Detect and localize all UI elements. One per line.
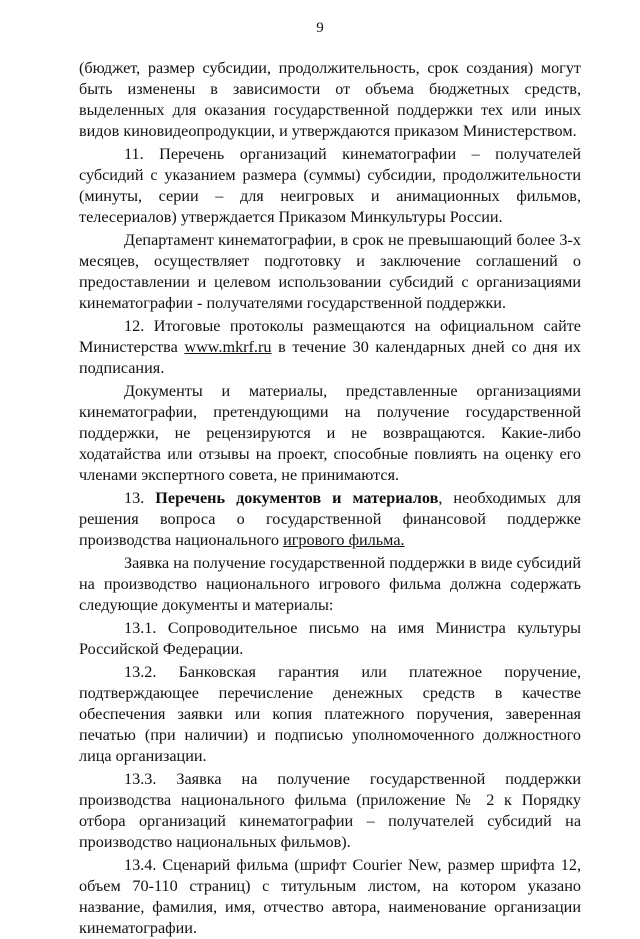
paragraph-13-number: 13. <box>124 489 156 507</box>
paragraph-13-text: , необходимых для решения вопроса о государственной финансовой поддержке производства национального <box>79 489 581 549</box>
paragraph-12-text-a: 12. Итоговые протоколы размещаются на официальном сайте Министерства <box>79 317 581 356</box>
paragraph-budget-continuation: (бюджет, размер субсидии, продолжительность, срок создания) могут быть изменены в зависимости от объема бюджетных средств, выделенных для оказания государственной поддержки тех или иных видов киновидеопродукции, и утверждаются приказом Министерством. <box>79 59 581 140</box>
item-13-2: 13.2. Банковская гарантия или платежное поручение, подтверждающее перечисление денежных средств в качестве обеспечения заявки или копия платежного поручения, заверенная печатью (при наличии) и подписью уполномоченного должностного лица организации. <box>79 663 581 765</box>
item-13-3: 13.3. Заявка на получение государственной поддержки производства национального фильма (приложение № 2 к Порядку отбора организаций кинематографии – получателей субсидий на производство национальных фильмов). <box>79 770 581 851</box>
page-number: 9 <box>316 20 324 36</box>
paragraph-13 <box>79 488 581 551</box>
paragraph-department: Департамент кинематографии, в срок не превышающий более 3-х месяцев, осуществляет подготовку и заключение соглашений о предоставлении и целевом использовании субсидий с организациями кинематографии - получателями государственной поддержки. <box>79 231 581 312</box>
paragraph-12 <box>79 316 581 379</box>
item-13-4: 13.4. Сценарий фильма (шрифт Courier New, размер шрифта 12, объем 70-110 страниц) с титульным листом, на котором указано название, фамилия, имя, отчество автора, наименование организации кинематографии. <box>79 856 581 937</box>
paragraph-13-bold-heading: Перечень документов и материалов <box>155 489 439 507</box>
paragraph-documents-not-reviewed: Документы и материалы, представленные организациями кинематографии, претендующими на получение государственной поддержки, не рецензируются и не возвращаются. Какие-либо ходатайства или отзывы на проект, способные повлиять на оценку его членами экспертного совета, не принимаются. <box>79 382 581 484</box>
paragraph-12-text-b: в течение 30 календарных дней со дня их подписания. <box>79 338 581 377</box>
ministry-website-link[interactable]: www.mkrf.ru <box>184 338 272 356</box>
document-body <box>79 58 581 939</box>
item-13-1: 13.1. Сопроводительное письмо на имя Министра культуры Российской Федерации. <box>79 619 581 658</box>
paragraph-11: 11. Перечень организаций кинематографии – получателей субсидий с указанием размера (суммы) субсидии, продолжительности (минуты, серии – для неигровых и анимационных фильмов, телесериалов) утверждается Приказом Минкультуры России. <box>79 145 581 226</box>
paragraph-13-underlined: игрового фильма. <box>283 531 405 549</box>
paragraph-application: Заявка на получение государственной поддержки в виде субсидий на производство национального игрового фильма должна содержать следующие документы и материалы: <box>79 554 581 614</box>
